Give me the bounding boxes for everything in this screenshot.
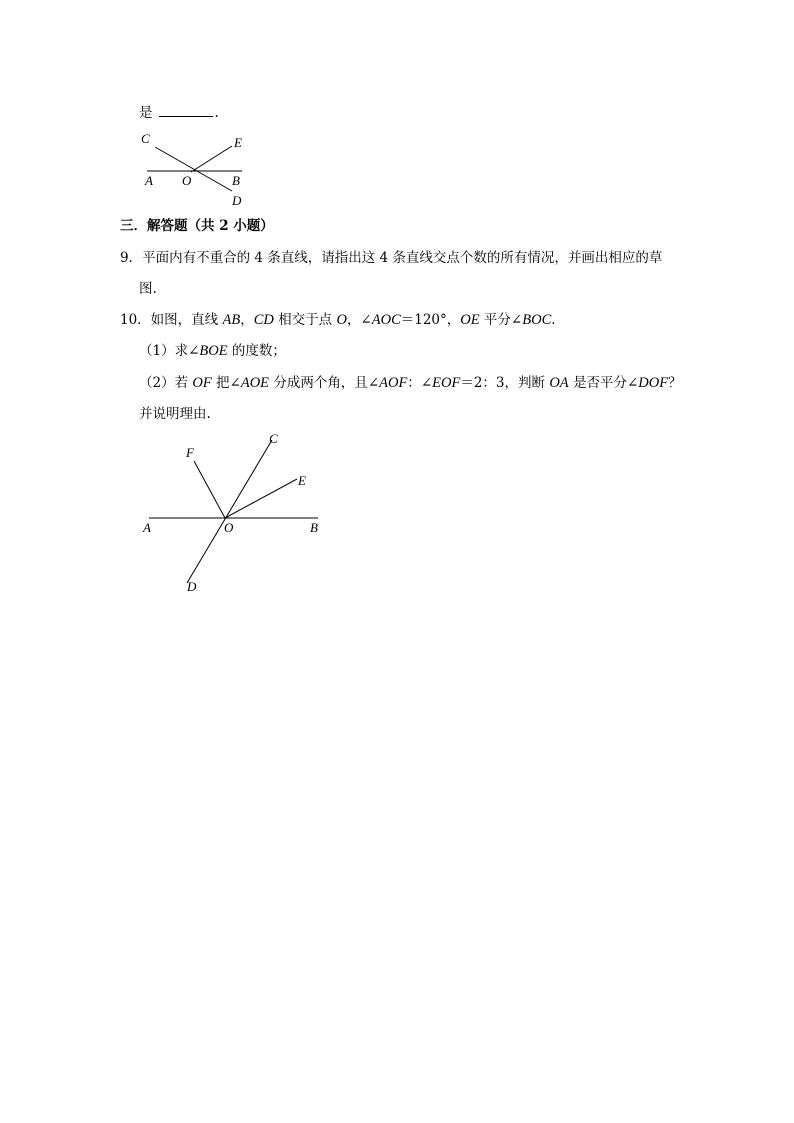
q9-line2: 图. bbox=[139, 281, 157, 297]
q10-stem bbox=[120, 311, 556, 329]
figure-2 bbox=[135, 425, 335, 600]
q10-p2-text: ？ bbox=[668, 375, 682, 391]
label-b: B bbox=[232, 173, 240, 188]
q10-part2 bbox=[139, 374, 682, 392]
q9-line1: 9．平面内有不重合的 4 条直线，请指出这 4 条直线交点个数的所有情况，并画出相应的草 bbox=[120, 250, 663, 266]
q10-text: . bbox=[551, 312, 556, 328]
var-dof: DOF bbox=[638, 375, 669, 391]
label-e: E bbox=[234, 135, 242, 150]
var-ab: AB bbox=[222, 312, 241, 328]
q10-p2-text: ：∠ bbox=[407, 375, 433, 391]
ray-oe bbox=[191, 146, 232, 172]
var-o: O bbox=[336, 312, 347, 328]
label-c: C bbox=[141, 131, 150, 146]
q10-text: ，∠ bbox=[346, 312, 372, 328]
var-aoc: AOC bbox=[371, 312, 401, 328]
var-aof: AOF bbox=[379, 375, 408, 391]
prev-suffix: . bbox=[214, 105, 219, 121]
var-boe: BOE bbox=[199, 343, 228, 359]
var-oa: OA bbox=[549, 375, 569, 391]
label-f: F bbox=[186, 445, 194, 460]
label-c: C bbox=[269, 431, 278, 446]
figure-1 bbox=[135, 126, 255, 212]
label-a: A bbox=[143, 520, 151, 535]
previous-question-tail bbox=[139, 104, 219, 122]
label-o: O bbox=[182, 173, 192, 188]
label-a: A bbox=[145, 173, 153, 188]
var-of: OF bbox=[192, 375, 212, 391]
q10-p2-text: 分成两个角，且∠ bbox=[269, 375, 380, 391]
q10-text: 相交于点 bbox=[273, 312, 337, 328]
q10-part1 bbox=[139, 342, 286, 360]
q10-p2-text: ＝2：3，判断 bbox=[460, 375, 550, 391]
var-aoe: AOE bbox=[240, 375, 270, 391]
q10-p2-text: （2）若 bbox=[139, 375, 193, 391]
label-o: O bbox=[224, 520, 234, 535]
q10-p2-text: 把∠ bbox=[211, 375, 241, 391]
label-e: E bbox=[298, 473, 306, 488]
label-d: D bbox=[232, 193, 242, 208]
label-b: B bbox=[310, 520, 318, 535]
var-eof: EOF bbox=[432, 375, 461, 391]
q10-text: 10．如图，直线 bbox=[120, 312, 223, 328]
section-title: 三．解答题（共 2 小题） bbox=[120, 218, 274, 234]
q10-p1-text: 的度数； bbox=[227, 343, 286, 359]
var-boc: BOC bbox=[522, 312, 552, 328]
q10-text: 平分∠ bbox=[479, 312, 523, 328]
ray-of bbox=[194, 461, 225, 518]
q10-part3: 并说明理由. bbox=[139, 406, 211, 422]
answer-blank bbox=[159, 104, 213, 117]
q10-p2-text: 是否平分∠ bbox=[568, 375, 639, 391]
q10-p1-text: （1）求∠ bbox=[139, 343, 200, 359]
var-oe: OE bbox=[460, 312, 480, 328]
var-cd: CD bbox=[253, 312, 274, 328]
prev-prefix: 是 bbox=[139, 105, 153, 121]
ray-oe bbox=[225, 479, 297, 518]
q10-text: ， bbox=[240, 312, 254, 328]
label-d: D bbox=[187, 579, 197, 594]
line-cd bbox=[187, 440, 272, 583]
q10-text: ＝120°， bbox=[400, 312, 461, 328]
